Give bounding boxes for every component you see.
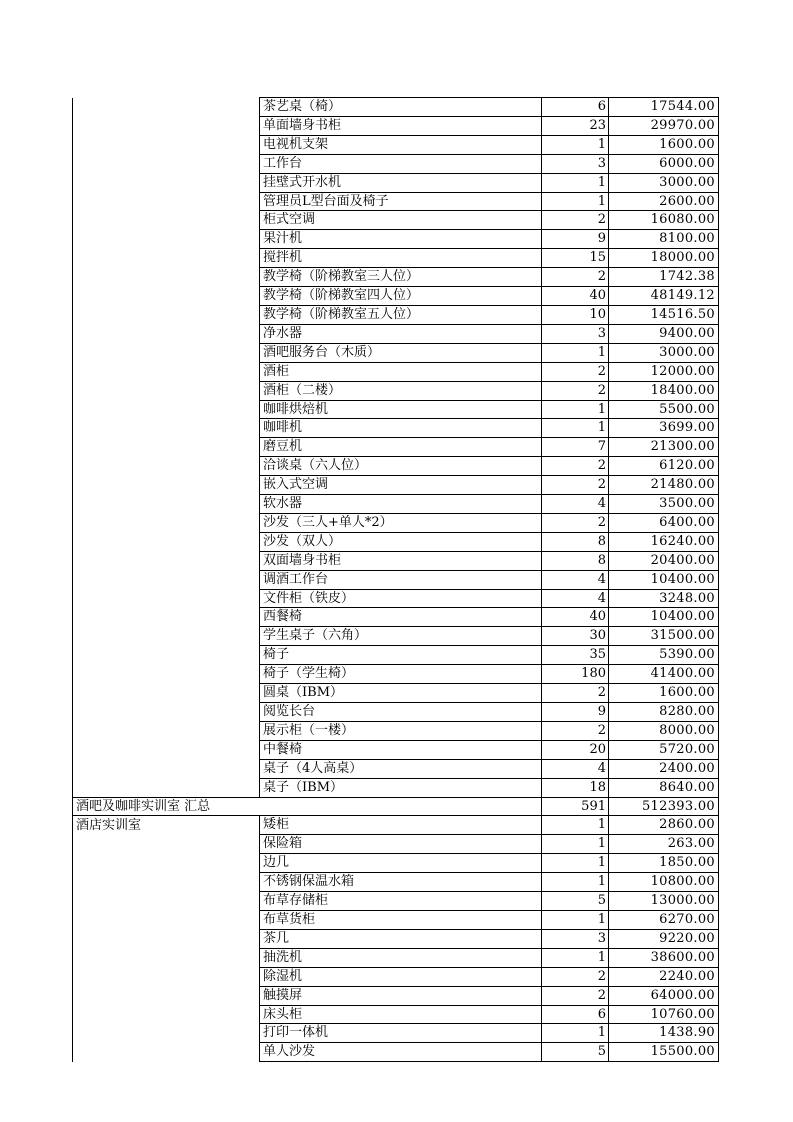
category-cell	[73, 192, 260, 211]
amount-cell: 9220.00	[609, 929, 719, 948]
quantity-cell: 3	[542, 154, 609, 173]
amount-cell: 6270.00	[609, 910, 719, 929]
amount-cell: 16080.00	[609, 211, 719, 230]
amount-cell: 10400.00	[609, 570, 719, 589]
amount-cell: 1438.90	[609, 1024, 719, 1043]
amount-cell: 3699.00	[609, 419, 719, 438]
table-row	[73, 400, 719, 419]
category-cell	[73, 324, 260, 343]
item-name-cell: 文件柜（铁皮）	[260, 589, 542, 608]
table-row	[73, 98, 719, 117]
quantity-cell: 5	[542, 892, 609, 911]
category-cell	[73, 986, 260, 1005]
item-name-cell: 单人沙发	[260, 1043, 542, 1062]
item-name-cell: 中餐椅	[260, 740, 542, 759]
quantity-cell: 4	[542, 495, 609, 514]
quantity-cell: 30	[542, 627, 609, 646]
category-cell	[73, 608, 260, 627]
amount-cell: 1600.00	[609, 135, 719, 154]
category-cell	[73, 476, 260, 495]
category-cell	[73, 759, 260, 778]
quantity-cell: 40	[542, 608, 609, 627]
quantity-cell: 2	[542, 457, 609, 476]
quantity-cell: 4	[542, 589, 609, 608]
quantity-cell: 1	[542, 854, 609, 873]
category-cell	[73, 116, 260, 135]
quantity-cell: 2	[542, 211, 609, 230]
item-name-cell: 不锈钢保温水箱	[260, 873, 542, 892]
table-row	[73, 1024, 719, 1043]
amount-cell: 18400.00	[609, 381, 719, 400]
quantity-cell: 2	[542, 476, 609, 495]
item-name-cell: 电视机支架	[260, 135, 542, 154]
table-row	[73, 892, 719, 911]
amount-cell: 8640.00	[609, 778, 719, 797]
table-row	[73, 305, 719, 324]
quantity-cell: 8	[542, 532, 609, 551]
amount-cell: 8000.00	[609, 721, 719, 740]
quantity-cell: 6	[542, 1005, 609, 1024]
table-row	[73, 343, 719, 362]
quantity-cell: 1	[542, 816, 609, 835]
table-row	[73, 816, 719, 835]
amount-cell: 6000.00	[609, 154, 719, 173]
table-row	[73, 419, 719, 438]
quantity-cell: 20	[542, 740, 609, 759]
quantity-cell: 18	[542, 778, 609, 797]
amount-cell: 5500.00	[609, 400, 719, 419]
item-name-cell: 净水器	[260, 324, 542, 343]
quantity-cell: 1	[542, 1024, 609, 1043]
item-name-cell: 柜式空调	[260, 211, 542, 230]
quantity-cell: 1	[542, 419, 609, 438]
amount-cell: 18000.00	[609, 249, 719, 268]
item-name-cell: 洽谈桌（六人位）	[260, 457, 542, 476]
item-name-cell: 沙发（双人）	[260, 532, 542, 551]
category-cell	[73, 778, 260, 797]
item-name-cell: 酒吧服务台（木质）	[260, 343, 542, 362]
item-name-cell: 调酒工作台	[260, 570, 542, 589]
category-cell	[73, 362, 260, 381]
quantity-cell: 1	[542, 400, 609, 419]
category-cell	[73, 1005, 260, 1024]
amount-cell: 48149.12	[609, 287, 719, 306]
table-row	[73, 551, 719, 570]
table-row	[73, 192, 719, 211]
amount-cell: 3500.00	[609, 495, 719, 514]
item-name-cell: 磨豆机	[260, 438, 542, 457]
amount-cell: 6120.00	[609, 457, 719, 476]
table-row	[73, 986, 719, 1005]
quantity-cell: 2	[542, 986, 609, 1005]
amount-cell: 64000.00	[609, 986, 719, 1005]
category-cell	[73, 211, 260, 230]
table-row	[73, 873, 719, 892]
category-cell	[73, 457, 260, 476]
category-cell	[73, 665, 260, 684]
item-name-cell: 教学椅（阶梯教室五人位）	[260, 305, 542, 324]
item-name-cell: 嵌入式空调	[260, 476, 542, 495]
table-row	[73, 438, 719, 457]
category-cell	[73, 419, 260, 438]
item-name-cell: 教学椅（阶梯教室四人位）	[260, 287, 542, 306]
quantity-cell: 9	[542, 703, 609, 722]
table-row	[73, 135, 719, 154]
quantity-cell: 35	[542, 646, 609, 665]
category-cell	[73, 343, 260, 362]
table-row	[73, 570, 719, 589]
item-name-cell: 学生桌子（六角）	[260, 627, 542, 646]
category-cell	[73, 154, 260, 173]
category-cell	[73, 910, 260, 929]
item-name-cell: 软水器	[260, 495, 542, 514]
table-row	[73, 1005, 719, 1024]
amount-cell: 3248.00	[609, 589, 719, 608]
category-cell	[73, 249, 260, 268]
summary-item-cell	[260, 797, 542, 816]
amount-cell: 1600.00	[609, 684, 719, 703]
quantity-cell: 1	[542, 910, 609, 929]
quantity-cell: 3	[542, 324, 609, 343]
table-row	[73, 495, 719, 514]
amount-cell: 29970.00	[609, 116, 719, 135]
item-name-cell: 桌子（IBM）	[260, 778, 542, 797]
amount-cell: 9400.00	[609, 324, 719, 343]
item-name-cell: 咖啡烘焙机	[260, 400, 542, 419]
item-name-cell: 保险箱	[260, 835, 542, 854]
table-row	[73, 173, 719, 192]
asset-table	[72, 97, 719, 1062]
quantity-cell: 15	[542, 249, 609, 268]
amount-cell: 10400.00	[609, 608, 719, 627]
quantity-cell: 1	[542, 192, 609, 211]
quantity-cell: 23	[542, 116, 609, 135]
amount-cell: 263.00	[609, 835, 719, 854]
amount-cell: 5390.00	[609, 646, 719, 665]
category-cell	[73, 381, 260, 400]
table-row	[73, 211, 719, 230]
amount-cell: 41400.00	[609, 665, 719, 684]
item-name-cell: 挂壁式开水机	[260, 173, 542, 192]
item-name-cell: 抽洗机	[260, 948, 542, 967]
category-cell	[73, 98, 260, 117]
item-name-cell: 酒柜	[260, 362, 542, 381]
item-name-cell: 沙发（三人+单人*2）	[260, 513, 542, 532]
summary-amount: 512393.00	[609, 797, 719, 816]
amount-cell: 3000.00	[609, 343, 719, 362]
quantity-cell: 1	[542, 873, 609, 892]
category-cell	[73, 967, 260, 986]
table-row	[73, 703, 719, 722]
amount-cell: 2860.00	[609, 816, 719, 835]
item-name-cell: 果汁机	[260, 230, 542, 249]
amount-cell: 14516.50	[609, 305, 719, 324]
item-name-cell: 咖啡机	[260, 419, 542, 438]
item-name-cell: 布草存储柜	[260, 892, 542, 911]
item-name-cell: 边几	[260, 854, 542, 873]
category-cell	[73, 948, 260, 967]
table-row	[73, 910, 719, 929]
item-name-cell: 工作台	[260, 154, 542, 173]
item-name-cell: 矮柜	[260, 816, 542, 835]
item-name-cell: 搅拌机	[260, 249, 542, 268]
category-cell	[73, 835, 260, 854]
category-cell	[73, 570, 260, 589]
amount-cell: 2240.00	[609, 967, 719, 986]
quantity-cell: 3	[542, 929, 609, 948]
amount-cell: 20400.00	[609, 551, 719, 570]
quantity-cell: 1	[542, 135, 609, 154]
quantity-cell: 180	[542, 665, 609, 684]
category-cell	[73, 589, 260, 608]
item-name-cell: 打印一体机	[260, 1024, 542, 1043]
item-name-cell: 管理员L型台面及椅子	[260, 192, 542, 211]
quantity-cell: 1	[542, 343, 609, 362]
amount-cell: 1742.38	[609, 268, 719, 287]
quantity-cell: 4	[542, 570, 609, 589]
table-row	[73, 154, 719, 173]
category-cell	[73, 646, 260, 665]
amount-cell: 15500.00	[609, 1043, 719, 1062]
item-name-cell: 展示柜（一楼）	[260, 721, 542, 740]
category-cell	[73, 305, 260, 324]
table-row	[73, 1043, 719, 1062]
table-row	[73, 230, 719, 249]
amount-cell: 1850.00	[609, 854, 719, 873]
category-cell	[73, 892, 260, 911]
table-row	[73, 287, 719, 306]
amount-cell: 17544.00	[609, 98, 719, 117]
table-row	[73, 759, 719, 778]
category-cell	[73, 1024, 260, 1043]
amount-cell: 16240.00	[609, 532, 719, 551]
amount-cell: 3000.00	[609, 173, 719, 192]
item-name-cell: 圆桌（IBM）	[260, 684, 542, 703]
quantity-cell: 10	[542, 305, 609, 324]
quantity-cell: 2	[542, 967, 609, 986]
asset-table-body	[73, 98, 719, 1062]
table-row	[73, 249, 719, 268]
category-cell	[73, 721, 260, 740]
table-row	[73, 116, 719, 135]
table-row	[73, 268, 719, 287]
table-row	[73, 665, 719, 684]
amount-cell: 8100.00	[609, 230, 719, 249]
category-cell	[73, 438, 260, 457]
table-row	[73, 589, 719, 608]
table-row	[73, 929, 719, 948]
table-row	[73, 362, 719, 381]
amount-cell: 10800.00	[609, 873, 719, 892]
item-name-cell: 床头柜	[260, 1005, 542, 1024]
table-row	[73, 721, 719, 740]
quantity-cell: 2	[542, 362, 609, 381]
category-cell	[73, 135, 260, 154]
amount-cell: 2400.00	[609, 759, 719, 778]
amount-cell: 8280.00	[609, 703, 719, 722]
table-row	[73, 608, 719, 627]
item-name-cell: 除湿机	[260, 967, 542, 986]
category-cell	[73, 532, 260, 551]
amount-cell: 21300.00	[609, 438, 719, 457]
item-name-cell: 触摸屏	[260, 986, 542, 1005]
item-name-cell: 双面墙身书柜	[260, 551, 542, 570]
item-name-cell: 桌子（4人高桌）	[260, 759, 542, 778]
category-cell	[73, 873, 260, 892]
quantity-cell: 7	[542, 438, 609, 457]
quantity-cell: 2	[542, 684, 609, 703]
table-row	[73, 513, 719, 532]
item-name-cell: 茶几	[260, 929, 542, 948]
table-row	[73, 532, 719, 551]
table-row	[73, 457, 719, 476]
amount-cell: 2600.00	[609, 192, 719, 211]
category-cell	[73, 703, 260, 722]
table-row	[73, 646, 719, 665]
item-name-cell: 布草货柜	[260, 910, 542, 929]
summary-row	[73, 797, 719, 816]
quantity-cell: 8	[542, 551, 609, 570]
category-cell	[73, 854, 260, 873]
category-cell	[73, 513, 260, 532]
category-cell	[73, 684, 260, 703]
item-name-cell: 阅览长台	[260, 703, 542, 722]
quantity-cell: 1	[542, 835, 609, 854]
category-cell	[73, 268, 260, 287]
amount-cell: 12000.00	[609, 362, 719, 381]
table-row	[73, 324, 719, 343]
table-row	[73, 740, 719, 759]
quantity-cell: 1	[542, 173, 609, 192]
quantity-cell: 2	[542, 381, 609, 400]
amount-cell: 5720.00	[609, 740, 719, 759]
summary-label: 酒吧及咖啡实训室 汇总	[73, 797, 260, 816]
item-name-cell: 酒柜（二楼）	[260, 381, 542, 400]
amount-cell: 13000.00	[609, 892, 719, 911]
item-name-cell: 教学椅（阶梯教室三人位）	[260, 268, 542, 287]
category-cell	[73, 230, 260, 249]
category-cell	[73, 400, 260, 419]
category-cell	[73, 173, 260, 192]
item-name-cell: 茶艺桌（椅）	[260, 98, 542, 117]
table-row	[73, 476, 719, 495]
quantity-cell: 2	[542, 721, 609, 740]
table-row	[73, 967, 719, 986]
item-name-cell: 椅子（学生椅）	[260, 665, 542, 684]
quantity-cell: 2	[542, 513, 609, 532]
category-cell	[73, 495, 260, 514]
category-cell	[73, 287, 260, 306]
quantity-cell: 40	[542, 287, 609, 306]
quantity-cell: 5	[542, 1043, 609, 1062]
summary-quantity: 591	[542, 797, 609, 816]
table-row	[73, 948, 719, 967]
category-cell	[73, 740, 260, 759]
table-row	[73, 854, 719, 873]
quantity-cell: 2	[542, 268, 609, 287]
table-row	[73, 627, 719, 646]
table-row	[73, 778, 719, 797]
quantity-cell: 6	[542, 98, 609, 117]
amount-cell: 38600.00	[609, 948, 719, 967]
quantity-cell: 4	[542, 759, 609, 778]
table-row	[73, 381, 719, 400]
table-row	[73, 835, 719, 854]
item-name-cell: 西餐椅	[260, 608, 542, 627]
category-cell	[73, 1043, 260, 1062]
quantity-cell: 1	[542, 948, 609, 967]
amount-cell: 6400.00	[609, 513, 719, 532]
category-cell: 酒店实训室	[73, 816, 260, 835]
quantity-cell: 9	[542, 230, 609, 249]
category-cell	[73, 627, 260, 646]
category-cell	[73, 551, 260, 570]
table-row	[73, 684, 719, 703]
item-name-cell: 单面墙身书柜	[260, 116, 542, 135]
category-cell	[73, 929, 260, 948]
amount-cell: 10760.00	[609, 1005, 719, 1024]
item-name-cell: 椅子	[260, 646, 542, 665]
amount-cell: 21480.00	[609, 476, 719, 495]
amount-cell: 31500.00	[609, 627, 719, 646]
